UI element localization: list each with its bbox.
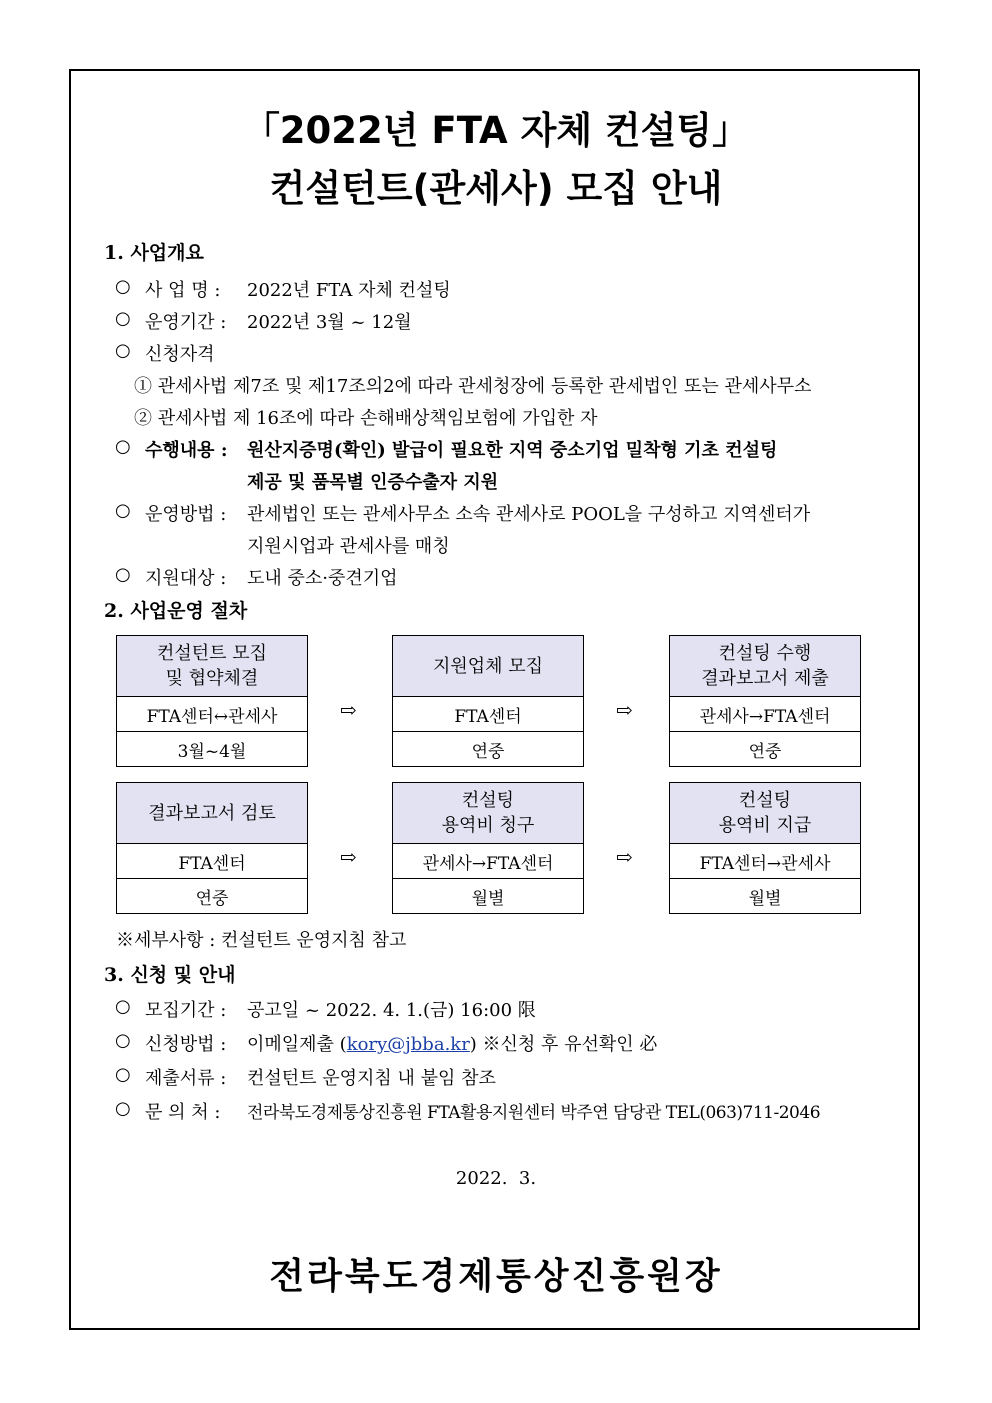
process-step-actor: FTA센터↔관세사	[117, 697, 307, 732]
bullet-icon: ○	[115, 500, 131, 521]
process-step-box	[669, 782, 861, 914]
recruit-period-value: 공고일 ~ 2022. 4. 1.(금) 16:00 限	[247, 1000, 536, 1021]
apply-method-text: 이메일제출 (	[247, 1034, 347, 1055]
process-step-actor: 관세사→FTA센터	[670, 697, 860, 732]
bullet-icon: ○	[115, 340, 131, 361]
operation-period-value: 2022년 3월 ~ 12월	[247, 312, 412, 333]
detail-note: ※세부사항 : 컨설턴트 운영지침 참고	[116, 930, 407, 951]
business-name-label: 사 업 명 :	[145, 280, 221, 301]
process-step-actor: 관세사→FTA센터	[393, 844, 583, 879]
email-link[interactable]: kory@jbba.kr	[346, 1034, 470, 1055]
method-value-line2: 지원시업과 관세사를 매칭	[247, 536, 450, 557]
process-step-title: 결과보고서 검토	[117, 783, 307, 844]
bullet-icon: ○	[115, 1098, 131, 1119]
process-step-period: 연중	[748, 741, 782, 762]
process-step-period: 월별	[748, 888, 782, 909]
bullet-icon: ○	[115, 1064, 131, 1085]
bullet-icon: ○	[115, 308, 131, 329]
process-step-title: 컨설팅 용역비 지급	[670, 783, 860, 844]
documents-value: 컨설턴트 운영지침 내 붙임 참조	[247, 1068, 496, 1089]
document-date: 2022. 3.	[455, 1168, 537, 1189]
bullet-icon: ○	[115, 276, 131, 297]
process-step-period: 연중	[195, 888, 229, 909]
operation-period-label: 운영기간 :	[145, 312, 227, 333]
documents-label: 제출서류 :	[145, 1068, 227, 1089]
process-step-title: 컨설팅 수행 결과보고서 제출	[670, 636, 860, 697]
perform-value-line1: 원산지증명(확인) 발급이 필요한 지역 중소기업 밀착형 기초 컨설팅	[247, 440, 778, 461]
process-step-actor: FTA센터	[117, 844, 307, 879]
document-title-line2: 컨설턴트(관세사) 모집 안내	[269, 167, 723, 210]
process-step-title: 컨설턴트 모집 및 협약체결	[117, 636, 307, 697]
process-step-box	[392, 782, 584, 914]
apply-method-note: ) ※신청 후 유선확인 必	[469, 1034, 658, 1055]
right-arrow-icon: ⇨	[340, 698, 357, 722]
qualification-item-1: ① 관세사법 제7조 및 제17조의2에 따라 관세청장에 등록한 관세법인 또는 관세사무소	[134, 376, 812, 397]
method-label: 운영방법 :	[145, 504, 227, 525]
perform-label: 수행내용 :	[145, 440, 228, 461]
bullet-icon: ○	[115, 564, 131, 585]
perform-value-line2: 제공 및 품목별 인증수출자 지원	[247, 472, 499, 493]
right-arrow-icon: ⇨	[616, 845, 633, 869]
process-step-actor: FTA센터	[393, 697, 583, 732]
target-label: 지원대상 :	[145, 568, 227, 589]
signature: 전라북도경제통상진흥원장	[269, 1255, 723, 1297]
apply-method-value	[247, 1030, 657, 1056]
process-step-box	[669, 635, 861, 767]
qualification-item-2: ② 관세사법 제 16조에 따라 손해배상책임보험에 가입한 자	[134, 408, 598, 429]
process-step-title: 지원업체 모집	[393, 636, 583, 697]
qualification-label: 신청자격	[145, 344, 215, 365]
contact-label: 문 의 처 :	[145, 1102, 221, 1123]
process-step-period: 3월~4월	[177, 741, 247, 762]
business-name-value: 2022년 FTA 자체 컨설팅	[247, 280, 451, 301]
section3-heading: 3. 신청 및 안내	[104, 964, 236, 986]
target-value: 도내 중소·중견기업	[247, 568, 398, 589]
process-step-period: 연중	[471, 741, 505, 762]
section1-heading: 1. 사업개요	[104, 242, 204, 264]
recruit-period-label: 모집기간 :	[145, 1000, 227, 1021]
contact-value: 전라북도경제통상진흥원 FTA활용지원센터 박주연 담당관 TEL(063)711-2046	[247, 1103, 821, 1123]
right-arrow-icon: ⇨	[616, 698, 633, 722]
bullet-icon: ○	[115, 436, 131, 457]
process-step-period: 월별	[471, 888, 505, 909]
process-step-box	[116, 782, 308, 914]
bullet-icon: ○	[115, 996, 131, 1017]
document-title-line1: 「2022년 FTA 자체 컨설팅」	[242, 109, 750, 152]
right-arrow-icon: ⇨	[340, 845, 357, 869]
process-step-title: 컨설팅 용역비 청구	[393, 783, 583, 844]
method-value-line1: 관세법인 또는 관세사무소 소속 관세사로 POOL을 구성하고 지역센터가	[247, 504, 811, 525]
process-step-box	[392, 635, 584, 767]
bullet-icon: ○	[115, 1030, 131, 1051]
apply-method-label: 신청방법 :	[145, 1034, 227, 1055]
process-step-actor: FTA센터→관세사	[670, 844, 860, 879]
process-step-box	[116, 635, 308, 767]
section2-heading: 2. 사업운영 절차	[104, 600, 248, 622]
